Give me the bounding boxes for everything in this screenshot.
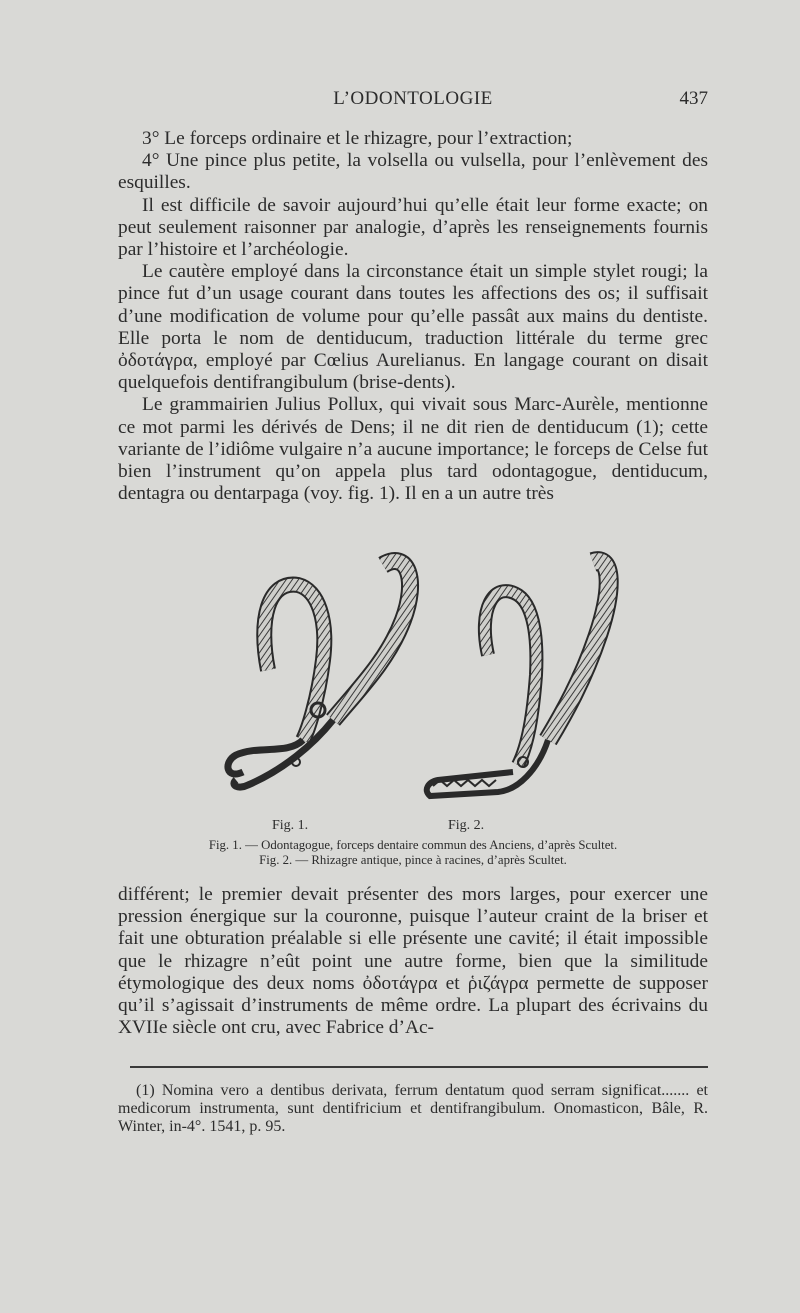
page-number: 437 [679,88,708,109]
rhizagre-drawing [427,561,609,796]
figure-label-2: Fig. 2. [448,818,485,833]
running-title: L’ODONTOLOGIE [333,88,493,109]
paragraph: Le cautère employé dans la circonstance était un simple stylet rougi; la pince fut d’un usage courant dans toutes les affections des os; il suffisait d’une modification de volume pour qu’elle passât aux mains du dentiste. Elle porta le nom de dentiducum, traduction littérale du terme grec ὀδοτάγρα, employé par Cœlius Aurelianus. En langage courant on disait quelquefois dentifrangibulum (brise-dents). [118,261,708,394]
footnote-text: (1) Nomina vero a dentibus derivata, ferrum dentatum quod serram significat....... et medicorum instrumenta, sunt dentifricium et dentifrangibulum. Onomasticon, Bâle, R. Winter, in-4°. 1541, p. 95. [118,1082,708,1136]
figure-label-1: Fig. 1. [272,818,309,833]
body-text-top [118,128,708,505]
odontagogue-drawing [228,561,410,787]
figure-caption-2: Fig. 2. — Rhizagre antique, pince à racines, d’après Scultet. [259,853,567,867]
body-text-bottom [118,884,708,1039]
paragraph: différent; le premier devait présenter des mors larges, pour exercer une pression énergique sur la couronne, puisque l’auteur craint de la briser et fait une obturation préalable si elle présente une cavité; il était impossible que le rhizagre n’eût point une autre forme, bien que la similitude étymologique des deux noms ὀδοτάγρα et ῥιζάγρα permette de supposer qu’il s’agissait d’instruments de même ordre. La plupart des écrivains du XVIIe siècle ont cru, avec Fabrice d’Ac- [118,884,708,1039]
paragraph: Le grammairien Julius Pollux, qui vivait sous Marc-Aurèle, mentionne ce mot parmi les dérivés de Dens; il ne dit rien de dentiducum (1); cette variante de l’idiôme vulgaire n’a aucune importance; le forceps de Celse fut bien l’instrument qu’on appela plus tard odontagogue, dentiducum, dentagra ou dentarpaga (voy. fig. 1). Il en a un autre très [118,394,708,505]
figure [118,540,708,840]
running-head [118,88,708,114]
forceps-illustration [118,540,708,810]
paragraph: 4° Une pince plus petite, la volsella ou vulsella, pour l’enlèvement des esquilles. [118,150,708,194]
figure-caption-1: Fig. 1. — Odontagogue, forceps dentaire commun des Anciens, d’après Scultet. [208,838,618,852]
paragraph: 3° Le forceps ordinaire et le rhizagre, pour l’extraction; [142,128,573,149]
paragraph: Il est difficile de savoir aujourd’hui qu’elle était leur forme exacte; on peut seulement raisonner par analogie, d’après les renseignements fournis par l’histoire et l’archéologie. [118,194,708,261]
footnote-rule [130,1066,708,1068]
footnote [118,1082,708,1137]
